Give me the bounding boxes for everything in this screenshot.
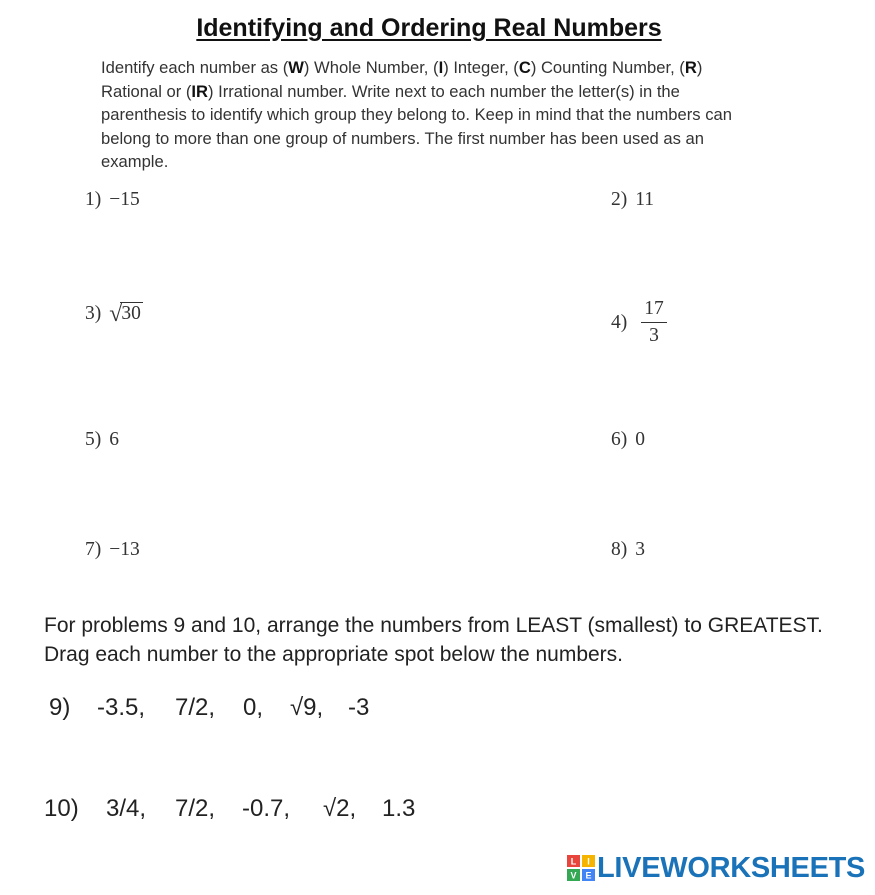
radical-sign: √	[109, 301, 123, 327]
order-item: -0.7,	[242, 795, 291, 822]
instructions: Identify each number as (W) Whole Number, (I) Integer, (C) Counting Number, (R) Rational or (IR) Irrational number. Write next to each number the letter(s) in the parenthesis to identify which group they belong to. Keep in mind that the numbers can belong to more than one group of numbers. The first number has been used as an example.	[101, 58, 732, 172]
order-item: 3/4,	[106, 795, 147, 822]
whole-letter: W	[288, 58, 304, 77]
liveworksheets-logo	[567, 853, 865, 883]
svg-text:L: L	[570, 856, 577, 867]
order-item: √9,	[290, 694, 324, 721]
problem-8: 8) 3	[611, 539, 645, 560]
rational-letter: R	[684, 58, 697, 77]
problem-1-value: −15	[109, 189, 140, 210]
liveworksheets-mark-icon	[567, 855, 595, 881]
problem-8-value: 3	[635, 539, 645, 560]
problem-2-value: 11	[635, 189, 655, 210]
order-item: 0,	[243, 694, 264, 721]
problem-5-value: 6	[109, 429, 119, 450]
order-item: 7/2,	[175, 694, 216, 721]
ordering-instructions: For problems 9 and 10, arrange the numbers from LEAST (smallest) to GREATEST. Drag each number to the appropriate spot below the numbers.	[44, 614, 823, 666]
problem-7-value: −13	[109, 539, 140, 560]
order-item: √2,	[323, 795, 357, 822]
order-item: -3	[348, 694, 370, 721]
page-title: Identifying and Ordering Real Numbers	[196, 14, 662, 42]
svg-text:E: E	[585, 870, 592, 881]
problem-6-value: 0	[635, 429, 645, 450]
integer-letter: I	[438, 58, 444, 77]
square-root-30: √30	[109, 301, 141, 327]
order-item: 1.3	[382, 795, 416, 822]
problem-5: 5) 6	[85, 429, 119, 450]
order-item: -3.5,	[97, 694, 146, 721]
problem-10: 10) 3/4, 7/2, -0.7, √2, 1.3	[44, 795, 416, 822]
logo-text: LIVEWORKSHEETS	[597, 851, 866, 884]
problem-7: 7) −13	[85, 539, 140, 560]
svg-text:I: I	[587, 856, 590, 867]
problem-9: 9) -3.5, 7/2, 0, √9, -3	[49, 694, 370, 721]
problem-1: 1) −15	[85, 189, 140, 210]
problem-2: 2) 11	[611, 189, 655, 210]
order-item: 7/2,	[175, 795, 216, 822]
problem-3: 3) √30	[85, 301, 141, 327]
problem-6: 6) 0	[611, 429, 645, 450]
svg-text:V: V	[570, 870, 577, 881]
counting-letter: C	[518, 58, 531, 77]
problem-4: 4) $\frac{17}{3}$	[611, 298, 667, 347]
irrational-letter: IR	[191, 81, 208, 101]
fraction-17-3: $\frac{17}{3}$	[641, 298, 667, 347]
